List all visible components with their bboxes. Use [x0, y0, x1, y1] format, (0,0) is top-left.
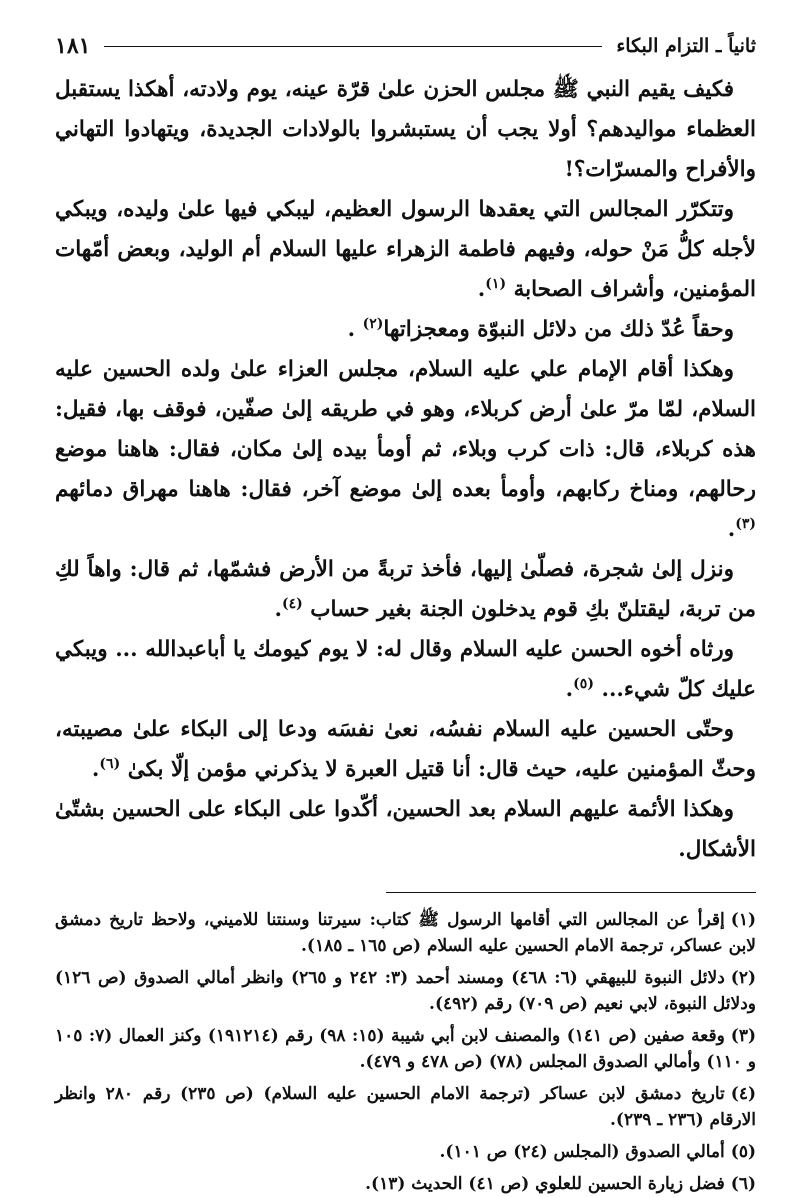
footnote: [55, 1081, 756, 1133]
footnote: [55, 907, 756, 959]
footnotes: [55, 907, 756, 1197]
paragraph: [55, 790, 756, 870]
footnote-marker[interactable]: (٦): [99, 755, 121, 772]
footnote-marker[interactable]: (٥): [573, 675, 594, 692]
footnote-separator: [386, 892, 756, 893]
footnote: [55, 1023, 756, 1075]
page-header: [55, 28, 756, 64]
footnote-number: (٦): [730, 1174, 756, 1194]
paragraph-text: وهكذا الأئمة عليهم السلام بعد الحسين، أكّدوا على البكاء على الحسين بشتّىٰ الأشكال.: [55, 797, 756, 862]
running-title: ثانياً ـ التزام البكاء: [616, 35, 756, 57]
footnote-marker[interactable]: (٢): [362, 315, 384, 332]
footnote-number: (٤): [730, 1084, 757, 1104]
footnote-text: أمالي الصدوق (المجلس (٢٤) ص ١٠١).: [439, 1142, 725, 1162]
paragraph-text: وتتكرّر المجالس التي يعقدها الرسول العظيم، ليبكي فيها علىٰ وليده، ويبكي لأجله كلُّ مَنْ حوله، وفيهم فاطمة الزهراء عليها السلام أم الوليد، وبعض أمّهات المؤمنين، وأشراف الصحابة: [55, 197, 756, 302]
paragraph-text: ورثاه أخوه الحسن عليه السلام وقال له: لا يوم كيومك يا أباعبدالله ... ويبكي عليك كلّ شيء...: [55, 637, 756, 702]
footnote-text: وقعة صفين (ص ١٤١) والمصنف لابن أبي شيبة (١٥: ٩٨) رقم (١٩١٢١٤) وكنز العمال (٧: ١٠٥ و ١١٠) وأمالي الصدوق المجلس (٧٨) (ص ٤٧٨ و ٤٧٩).: [55, 1026, 756, 1072]
paragraph: وحقاً عُدّ ذلك من دلائل النبوّة ومعجزاتها$^{(٢)}$ .: [347, 315, 734, 342]
footnote-number: (٣): [730, 1026, 757, 1046]
page-number: ١٨١: [55, 33, 91, 59]
paragraph-text: فكيف يقيم النبي ﷺ مجلس الحزن علىٰ قرّة عينه، يوم ولادته، أهكذا يستقبل العظماء مواليدهم؟ أولا يجب أن يستبشروا بالولادات الجديدة، ويتهادوا التهاني والأفراح والمسرّات؟!: [55, 77, 756, 182]
header-rule: [104, 46, 602, 47]
footnote-number: (٥): [730, 1142, 756, 1162]
paragraph-text: وحقاً عُدّ ذلك من دلائل النبوّة ومعجزاتها: [383, 317, 734, 342]
footnote-text: دلائل النبوة للبيهقي (٦: ٤٦٨) ومسند أحمد (٣: ٢٤٢ و ٢٦٥) وانظر أمالي الصدوق (ص ١٢٦) ودلائل النبوة، لابي نعيم (ص ٧٠٩) رقم (٤٩٢).: [55, 968, 756, 1014]
paragraph: ونزل إلىٰ شجرة، فصلّىٰ إليها، فأخذ تربةً من الأرض فشمّها، ثم قال: واهاً لكِ من تربة، ليقتلنّ بكِ قوم يدخلون الجنة بغير حساب $^{(٤)}$.: [55, 557, 756, 622]
paragraph: وهكذا أقام الإمام علي عليه السلام، مجلس العزاء علىٰ ولده الحسين عليه السلام، لمّا مرّ علىٰ أرض كربلاء، وهو في طريقه إلىٰ صفّين، فوقف بها، فقيل: هذه كربلاء، قال: ذات كرب وبلاء، ثم أومأ بيده إلىٰ مكان، فقال: هاهنا موضع رحالهم، ومناخ ركابهم، وأومأ بعده إلىٰ موضع آخر، فقال: هاهنا مهراق دمائهم $^{(٣)}$.: [55, 357, 756, 542]
footnote: [55, 1139, 756, 1165]
footnote-marker[interactable]: (١): [485, 275, 507, 292]
paragraph: [55, 70, 756, 190]
footnote-text: إقرأ عن المجالس التي أقامها الرسول ﷺ كتاب: سيرتنا وسنتنا للاميني، ولاحظ تاريخ دمشق لابن عساكر، ترجمة الامام الحسين عليه السلام (ص ١٦٥ ـ ١٨٥).: [55, 910, 756, 956]
footnote-marker[interactable]: (٤): [282, 595, 303, 612]
paragraph-text: وحتّى الحسين عليه السلام نفسُه، نعىٰ نفسَه ودعا إلى البكاء علىٰ مصيبته، وحثّ المؤمنين عليه، حيث قال: أنا قتيل العبرة لا يذكرني مؤمن إلّا بكىٰ: [55, 717, 756, 782]
footnote: [55, 1171, 756, 1197]
footnote-number: (١): [730, 910, 756, 930]
footnote: [55, 965, 756, 1017]
footnote-text: تاريخ دمشق لابن عساكر (ترجمة الامام الحسين عليه السلام) (ص ٢٣٥) رقم ٢٨٠ وانظر الارقام (٢٣٦ ـ ٢٣٩).: [55, 1084, 756, 1130]
footnote-number: (٢): [730, 968, 756, 988]
paragraph-text: ونزل إلىٰ شجرة، فصلّىٰ إليها، فأخذ تربةً من الأرض فشمّها، ثم قال: واهاً لكِ من تربة، ليقتلنّ بكِ قوم يدخلون الجنة بغير حساب: [55, 557, 756, 622]
footnote-marker[interactable]: (٣): [735, 515, 756, 532]
paragraph: وتتكرّر المجالس التي يعقدها الرسول العظيم، ليبكي فيها علىٰ وليده، ويبكي لأجله كلُّ مَنْ حوله، وفيهم فاطمة الزهراء عليها السلام أم الوليد، وبعض أمّهات المؤمنين، وأشراف الصحابة $^{(١)}$.: [55, 197, 756, 302]
body-text: [55, 70, 756, 870]
footnote-text: فضل زيارة الحسين للعلوي (ص ٤١) الحديث (١٣).: [365, 1174, 725, 1194]
paragraph: ورثاه أخوه الحسن عليه السلام وقال له: لا يوم كيومك يا أباعبدالله ... ويبكي عليك كلّ شيء... $^{(٥)}$.: [55, 637, 756, 702]
paragraph: وحتّى الحسين عليه السلام نفسُه، نعىٰ نفسَه ودعا إلى البكاء علىٰ مصيبته، وحثّ المؤمنين عليه، حيث قال: أنا قتيل العبرة لا يذكرني مؤمن إلّا بكىٰ $^{(٦)}$.: [55, 717, 756, 782]
paragraph-text: وهكذا أقام الإمام علي عليه السلام، مجلس العزاء علىٰ ولده الحسين عليه السلام، لمّا مرّ علىٰ أرض كربلاء، وهو في طريقه إلىٰ صفّين، فوقف بها، فقيل: هذه كربلاء، قال: ذات كرب وبلاء، ثم أومأ بيده إلىٰ مكان، فقال: هاهنا موضع رحالهم، ومناخ ركابهم، وأومأ بعده إلىٰ موضع آخر، فقال: هاهنا مهراق دمائهم: [55, 357, 756, 502]
